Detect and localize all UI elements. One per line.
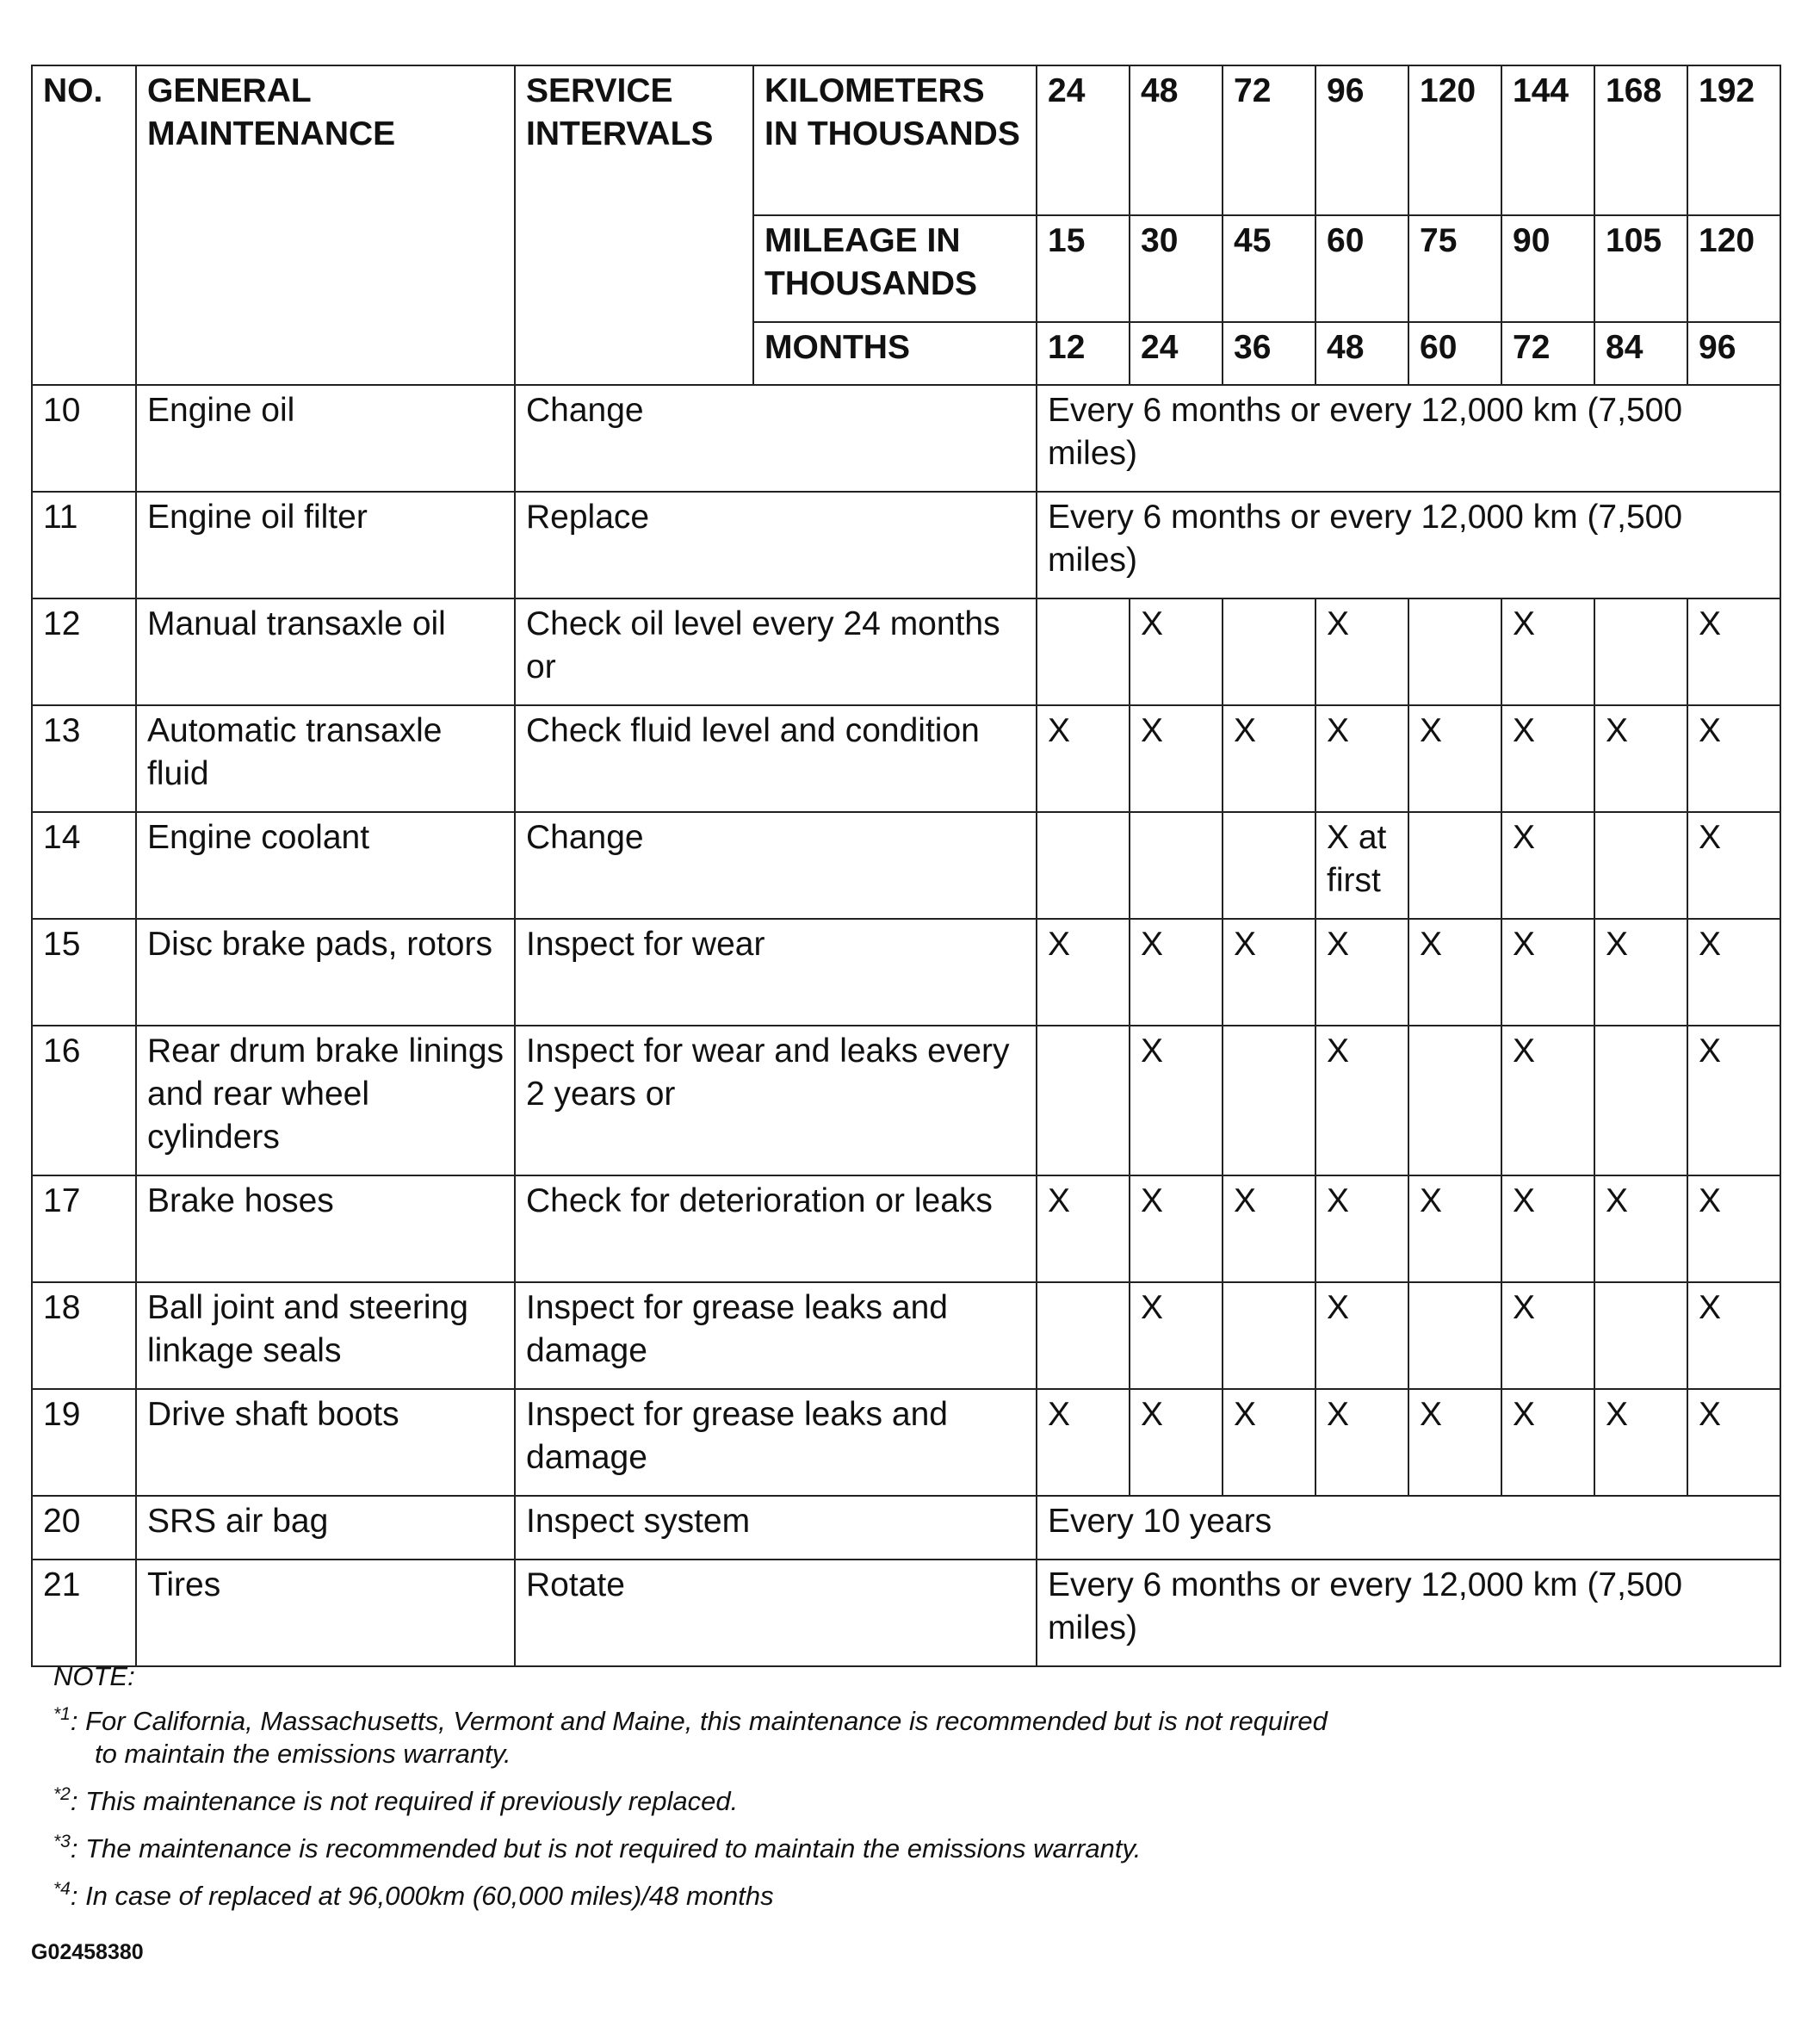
footnote-text-continued: to maintain the emissions warranty. [95, 1739, 511, 1769]
row-item: Manual transaxle oil [136, 598, 515, 705]
row-service: Replace [515, 492, 1037, 598]
interval-mark-cell: X [1408, 705, 1501, 812]
interval-mark-cell: X [1408, 1389, 1501, 1496]
header-km-value: 96 [1315, 65, 1408, 215]
row-service: Inspect for wear and leaks every 2 years or [515, 1026, 1037, 1175]
interval-mark-cell: X [1408, 919, 1501, 1026]
row-number: 12 [32, 598, 136, 705]
row-number: 13 [32, 705, 136, 812]
header-months-value: 72 [1501, 322, 1594, 385]
row-number: 18 [32, 1282, 136, 1389]
interval-mark-cell: X [1315, 1389, 1408, 1496]
header-mileage-value: 90 [1501, 215, 1594, 322]
row-service: Inspect for grease leaks and damage [515, 1389, 1037, 1496]
interval-mark-cell: X [1501, 1175, 1594, 1282]
interval-mark-cell: X [1130, 1282, 1223, 1389]
interval-mark-cell: X [1315, 919, 1408, 1026]
table-row [32, 1560, 1780, 1666]
interval-mark-cell: X [1594, 1389, 1687, 1496]
row-service: Inspect system [515, 1496, 1037, 1560]
header-mileage-value: 30 [1130, 215, 1223, 322]
interval-mark-cell [1037, 812, 1130, 919]
row-item: Engine oil filter [136, 492, 515, 598]
interval-mark-cell: X [1223, 1175, 1315, 1282]
interval-mark-cell: X [1315, 598, 1408, 705]
header-months-label: MONTHS [753, 322, 1037, 385]
interval-mark-cell: X [1315, 1282, 1408, 1389]
footnote-text: : For California, Massachusetts, Vermont and Maine, this maintenance is recommended but is not required [70, 1706, 1328, 1736]
row-service: Rotate [515, 1560, 1037, 1666]
footnote [53, 1785, 1328, 1818]
header-km-value: 120 [1408, 65, 1501, 215]
footnote-text: : In case of replaced at 96,000km (60,000 miles)/48 months [70, 1881, 774, 1911]
interval-mark-cell: X [1687, 1026, 1780, 1175]
row-interval-text: Every 6 months or every 12,000 km (7,500 miles) [1037, 1560, 1780, 1666]
interval-mark-cell: X [1687, 1175, 1780, 1282]
interval-mark-cell: X [1501, 812, 1594, 919]
interval-mark-cell: X [1130, 1389, 1223, 1496]
interval-mark-cell: X [1223, 919, 1315, 1026]
interval-mark-cell [1037, 598, 1130, 705]
footnote-mark: *3 [53, 1832, 71, 1851]
interval-mark-cell [1037, 1282, 1130, 1389]
row-item: Disc brake pads, rotors [136, 919, 515, 1026]
table-row [32, 705, 1780, 812]
interval-mark-cell [1223, 1282, 1315, 1389]
table-row [32, 919, 1780, 1026]
interval-mark-cell: X [1501, 1282, 1594, 1389]
row-interval-text: Every 10 years [1037, 1496, 1780, 1560]
header-km-value: 168 [1594, 65, 1687, 215]
interval-mark-cell: X [1501, 705, 1594, 812]
footnote-mark: *1 [53, 1704, 71, 1724]
header-km-value: 192 [1687, 65, 1780, 215]
header-mileage-value: 45 [1223, 215, 1315, 322]
row-service: Check for deterioration or leaks [515, 1175, 1037, 1282]
interval-mark-cell: X [1037, 1389, 1130, 1496]
row-service: Inspect for wear [515, 919, 1037, 1026]
row-service: Check fluid level and condition [515, 705, 1037, 812]
header-km-value: 48 [1130, 65, 1223, 215]
header-months-value: 48 [1315, 322, 1408, 385]
table-row [32, 492, 1780, 598]
header-mileage-label: MILEAGE IN THOUSANDS [753, 215, 1037, 322]
interval-mark-cell: X [1687, 919, 1780, 1026]
footnote-text: : The maintenance is recommended but is not required to maintain the emissions warranty. [70, 1833, 1142, 1863]
row-service: Change [515, 812, 1037, 919]
header-months-value: 96 [1687, 322, 1780, 385]
row-item: Drive shaft boots [136, 1389, 515, 1496]
header-general-maintenance: GENERAL MAINTENANCE [136, 65, 515, 385]
interval-mark-cell: X [1501, 598, 1594, 705]
interval-mark-cell [1223, 1026, 1315, 1175]
interval-mark-cell: X [1501, 1389, 1594, 1496]
interval-mark-cell [1130, 812, 1223, 919]
row-service: Inspect for grease leaks and damage [515, 1282, 1037, 1389]
maintenance-schedule-table [31, 65, 1781, 1667]
table-row [32, 1282, 1780, 1389]
header-km-value: 144 [1501, 65, 1594, 215]
row-number: 16 [32, 1026, 136, 1175]
row-service: Check oil level every 24 months or [515, 598, 1037, 705]
interval-mark-cell: X [1687, 705, 1780, 812]
footnote [53, 1880, 1328, 1913]
row-number: 20 [32, 1496, 136, 1560]
header-km-value: 24 [1037, 65, 1130, 215]
footnote [53, 1705, 1328, 1770]
row-item: Engine coolant [136, 812, 515, 919]
interval-mark-cell: X [1687, 812, 1780, 919]
notes-title: NOTE: [53, 1661, 135, 1691]
footnote-text: : This maintenance is not required if previously replaced. [70, 1786, 739, 1816]
header-mileage-value: 60 [1315, 215, 1408, 322]
table-row [32, 1389, 1780, 1496]
interval-mark-cell [1223, 812, 1315, 919]
header-km-value: 72 [1223, 65, 1315, 215]
interval-mark-cell [1408, 1026, 1501, 1175]
interval-mark-cell: X [1037, 919, 1130, 1026]
interval-mark-cell: X [1315, 1026, 1408, 1175]
row-interval-text: Every 6 months or every 12,000 km (7,500 miles) [1037, 385, 1780, 492]
row-number: 10 [32, 385, 136, 492]
header-service-intervals: SERVICE INTERVALS [515, 65, 753, 385]
interval-mark-cell: X [1223, 705, 1315, 812]
interval-mark-cell [1594, 1026, 1687, 1175]
header-months-value: 12 [1037, 322, 1130, 385]
interval-mark-cell: X [1130, 1026, 1223, 1175]
row-item: Automatic transaxle fluid [136, 705, 515, 812]
interval-mark-cell: X [1130, 598, 1223, 705]
row-item: SRS air bag [136, 1496, 515, 1560]
table-row [32, 385, 1780, 492]
header-mileage-value: 75 [1408, 215, 1501, 322]
header-months-value: 84 [1594, 322, 1687, 385]
row-item: Ball joint and steering linkage seals [136, 1282, 515, 1389]
row-item: Rear drum brake linings and rear wheel cylinders [136, 1026, 515, 1175]
row-item: Brake hoses [136, 1175, 515, 1282]
notes-section [53, 1660, 1328, 1927]
row-service: Change [515, 385, 1037, 492]
interval-mark-cell: X at first [1315, 812, 1408, 919]
interval-mark-cell: X [1687, 598, 1780, 705]
interval-mark-cell: X [1687, 1282, 1780, 1389]
table-row [32, 1175, 1780, 1282]
header-months-value: 36 [1223, 322, 1315, 385]
header-no: NO. [32, 65, 136, 385]
header-mileage-value: 15 [1037, 215, 1130, 322]
header-row-kilometers [32, 65, 1780, 215]
interval-mark-cell: X [1501, 1026, 1594, 1175]
interval-mark-cell: X [1037, 705, 1130, 812]
interval-mark-cell [1594, 812, 1687, 919]
row-number: 14 [32, 812, 136, 919]
interval-mark-cell: X [1315, 705, 1408, 812]
row-number: 11 [32, 492, 136, 598]
header-months-value: 60 [1408, 322, 1501, 385]
footnote-mark: *4 [53, 1879, 71, 1899]
row-number: 15 [32, 919, 136, 1026]
interval-mark-cell: X [1130, 1175, 1223, 1282]
row-number: 21 [32, 1560, 136, 1666]
interval-mark-cell: X [1594, 1175, 1687, 1282]
interval-mark-cell [1408, 812, 1501, 919]
interval-mark-cell [1408, 1282, 1501, 1389]
header-km-label: KILOMETERS IN THOUSANDS [753, 65, 1037, 215]
figure-id: G02458380 [31, 1940, 144, 1964]
header-mileage-value: 105 [1594, 215, 1687, 322]
interval-mark-cell [1223, 598, 1315, 705]
interval-mark-cell: X [1315, 1175, 1408, 1282]
table-row [32, 812, 1780, 919]
interval-mark-cell [1594, 598, 1687, 705]
interval-mark-cell: X [1037, 1175, 1130, 1282]
interval-mark-cell: X [1130, 705, 1223, 812]
row-number: 19 [32, 1389, 136, 1496]
table-row [32, 1496, 1780, 1560]
footnote-mark: *2 [53, 1784, 71, 1804]
header-mileage-value: 120 [1687, 215, 1780, 322]
interval-mark-cell [1408, 598, 1501, 705]
header-months-value: 24 [1130, 322, 1223, 385]
table-row [32, 598, 1780, 705]
interval-mark-cell: X [1408, 1175, 1501, 1282]
interval-mark-cell: X [1594, 919, 1687, 1026]
footnote [53, 1832, 1328, 1865]
table-row [32, 1026, 1780, 1175]
row-interval-text: Every 6 months or every 12,000 km (7,500 miles) [1037, 492, 1780, 598]
interval-mark-cell [1594, 1282, 1687, 1389]
row-item: Tires [136, 1560, 515, 1666]
row-item: Engine oil [136, 385, 515, 492]
interval-mark-cell: X [1687, 1389, 1780, 1496]
interval-mark-cell: X [1501, 919, 1594, 1026]
interval-mark-cell: X [1130, 919, 1223, 1026]
interval-mark-cell [1037, 1026, 1130, 1175]
row-number: 17 [32, 1175, 136, 1282]
interval-mark-cell: X [1594, 705, 1687, 812]
interval-mark-cell: X [1223, 1389, 1315, 1496]
